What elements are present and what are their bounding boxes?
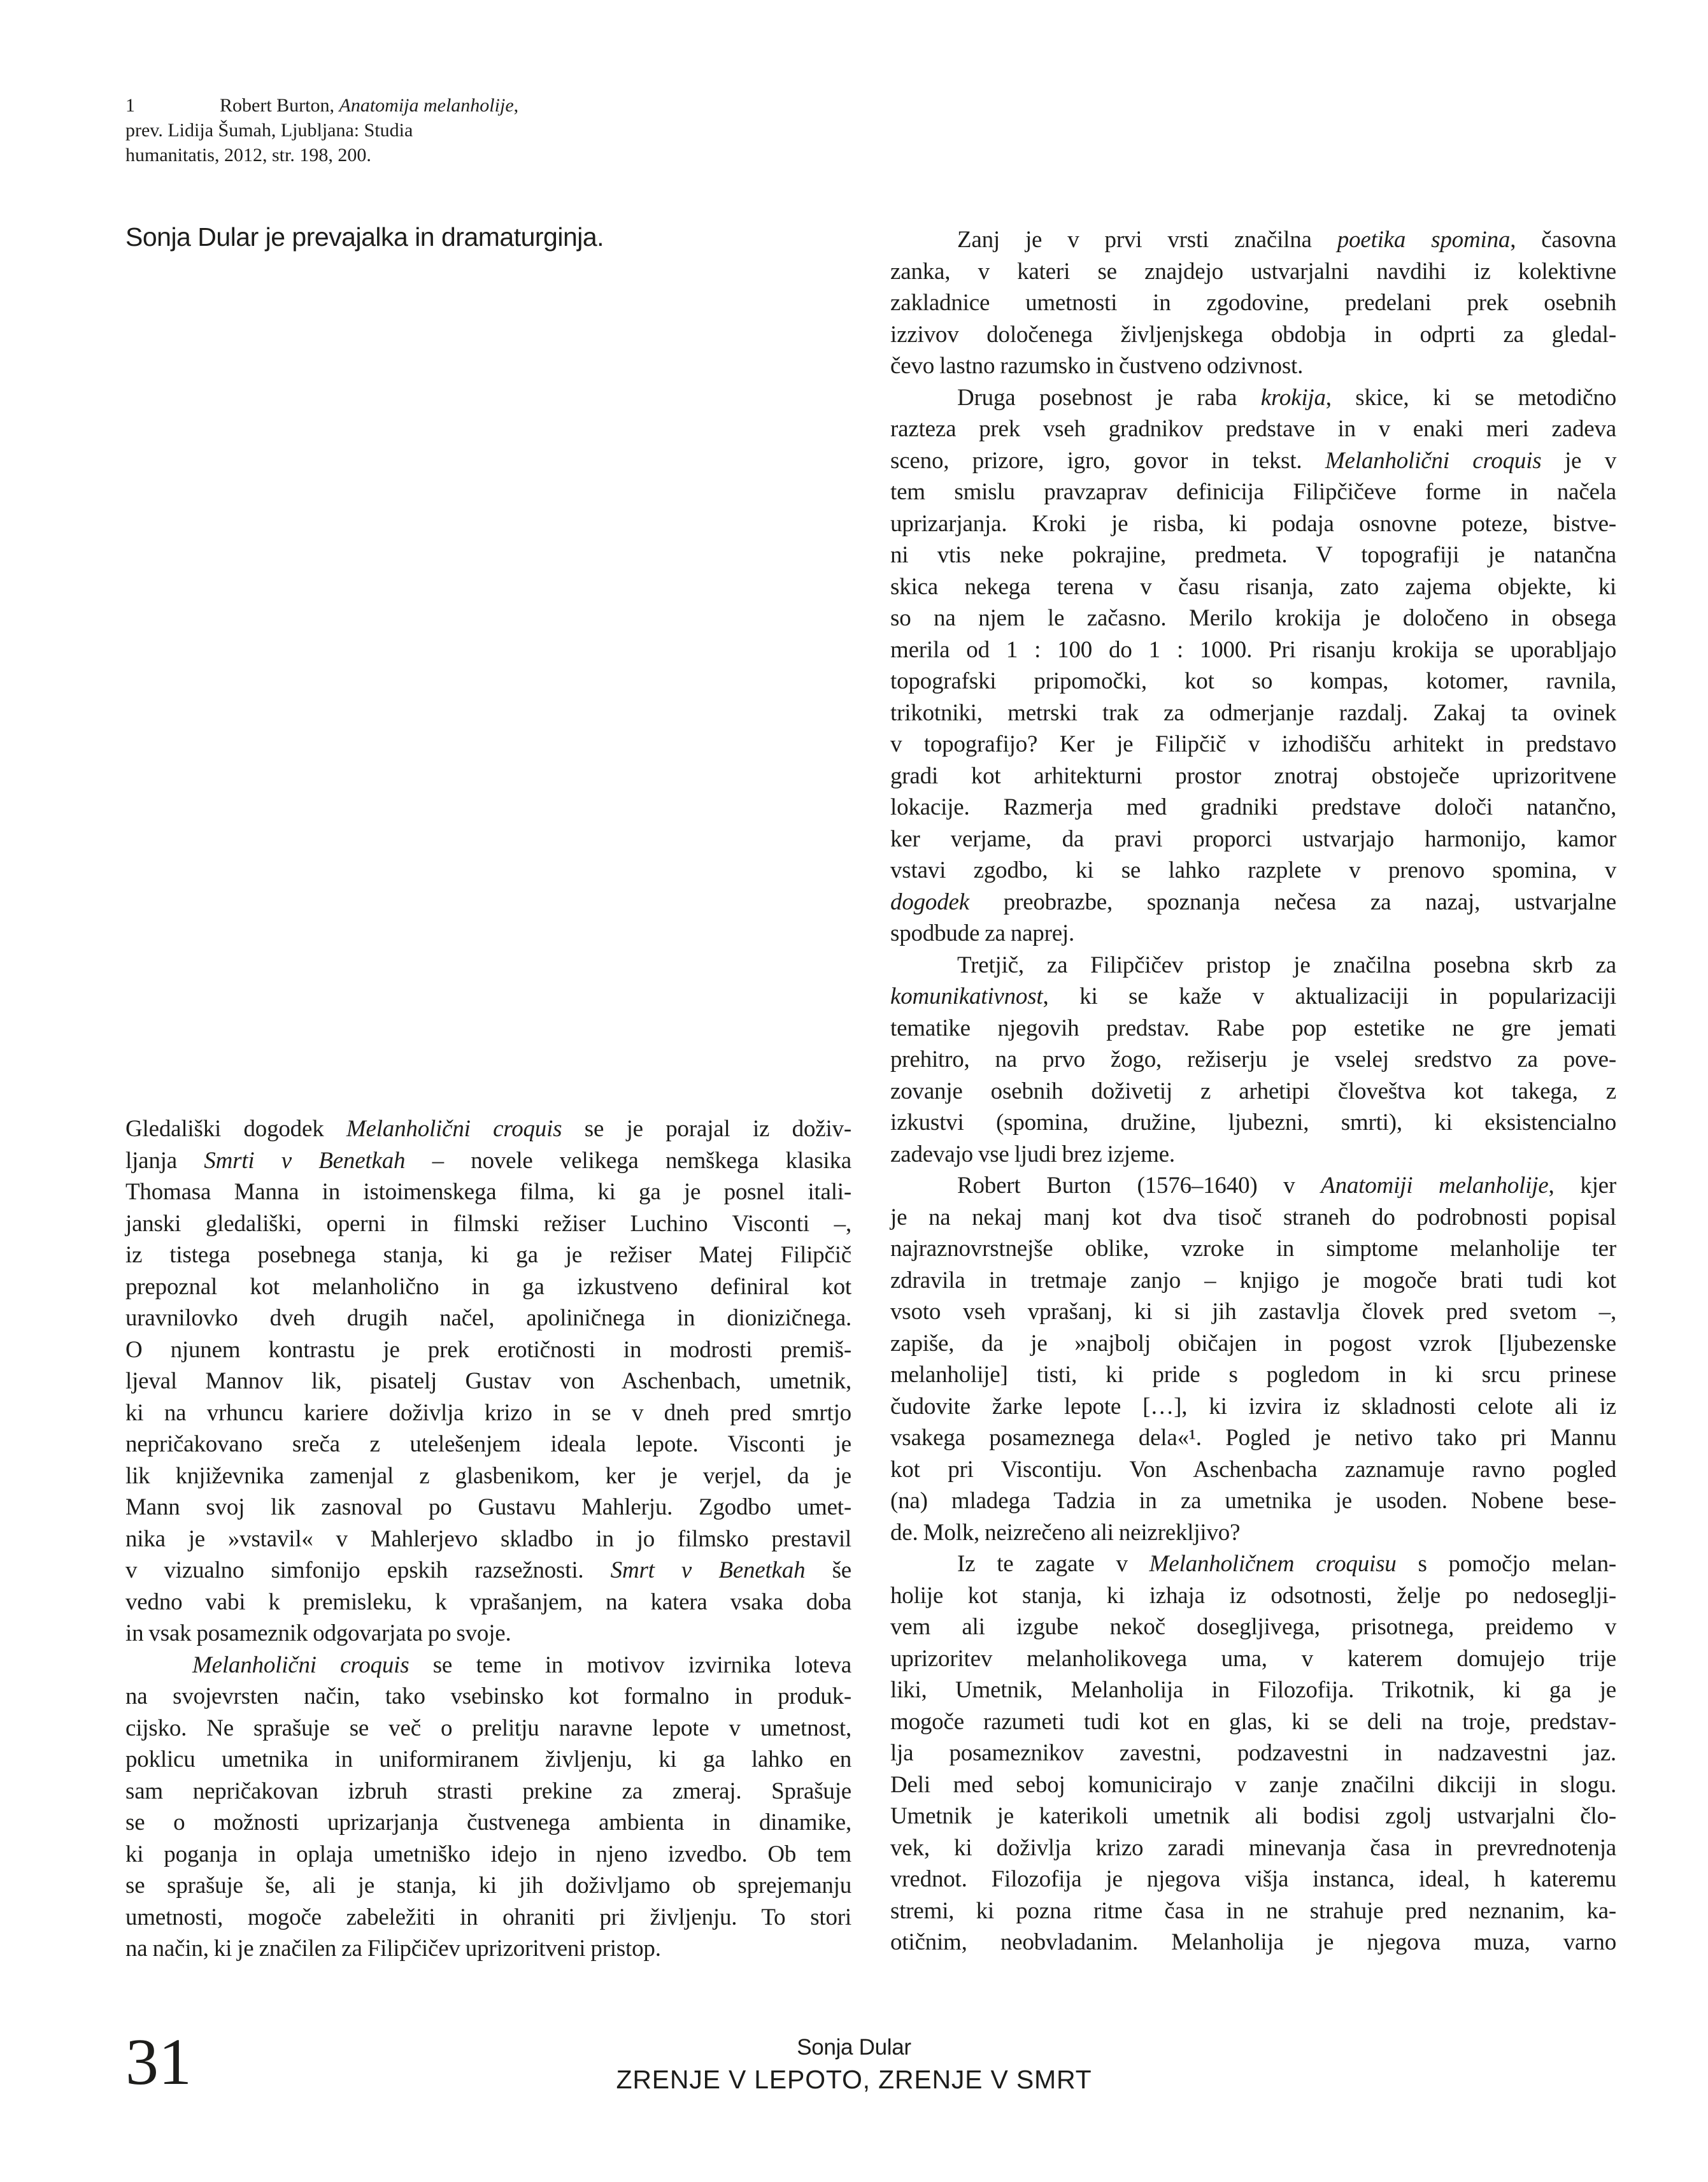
text-line: stremi, ki pozna ritme časa in ne strahuje pred neznanim, ka- — [890, 1897, 1616, 1924]
text-line: se o možnosti uprizarjanja čustvenega ambienta in dinamike, — [125, 1809, 851, 1836]
text-line: prepoznal kot melanholično in ga izkustveno definiral kot — [125, 1273, 851, 1300]
text-line: mogoče razumeti tudi kot en glas, ki se deli na troje, predstav- — [890, 1708, 1616, 1735]
text-line: in vsak posameznik odgovarjata po svoje. — [125, 1620, 511, 1646]
text-line: (na) mladega Tadzia in za umetnika je usoden. Nobene bese- — [890, 1488, 1616, 1514]
text-line: melanholije] tisti, ki pride s pogledom in ki srcu prinese — [890, 1362, 1616, 1388]
text-line: O njunem kontrastu je prek erotičnosti in modrosti premiš- — [125, 1336, 851, 1363]
text-line: zakladnice umetnosti in zgodovine, predelani prek osebnih — [890, 290, 1616, 316]
text-line: skica nekega terena v času risanja, zato zajema objekte, ki — [890, 573, 1616, 600]
text-line: Melanholični croquis se teme in motivov izvirnika loteva — [192, 1651, 851, 1678]
text-line: razteza prek vseh gradnikov predstave in v enaki meri zadeva — [890, 416, 1616, 442]
text-line: v vizualno simfonijo epskih razsežnosti. Smrt v Benetkah še — [125, 1557, 851, 1583]
text-line: čevo lastno razumsko in čustveno odzivnost. — [890, 353, 1304, 379]
text-line: Zanj je v prvi vrsti značilna poetika spomina, časovna — [957, 227, 1616, 253]
text-line: vrednot. Filozofija je njegova višja instanca, ideal, h kateremu — [890, 1866, 1616, 1892]
text-line: vedno vabi k premisleku, k vprašanjem, na katera vsaka doba — [125, 1588, 851, 1615]
text-line: janski gledališki, operni in filmski režiser Luchino Visconti –, — [125, 1210, 851, 1237]
text-line: de. Molk, neizrečeno ali neizrekljivo? — [890, 1519, 1241, 1546]
footnote-line: humanitatis, 2012, str. 198, 200. — [125, 145, 371, 166]
text-line: zapiše, da je »najbolj običajen in pogost vzrok [ljubezenske — [890, 1330, 1616, 1357]
text-line: holije kot stanja, ki izhaja iz odsotnosti, želje po nedoseglji- — [890, 1582, 1616, 1609]
text-line: poklicu umetnika in uniformiranem življenju, ki ga lahko en — [125, 1746, 851, 1772]
text-line: tematike njegovih predstav. Rabe pop estetike ne gre jemati — [890, 1015, 1616, 1041]
text-line: uravnilovko dveh drugih načel, apoliničnega in dionizičnega. — [125, 1305, 851, 1331]
text-line: nika je »vstavil« v Mahlerjevo skladbo in jo filmsko prestavil — [125, 1525, 851, 1552]
text-line: so na njem le začasno. Merilo krokija je določeno in obsega — [890, 605, 1616, 631]
text-line: vstavi zgodbo, ki se lahko razplete v prenovo spomina, v — [890, 857, 1616, 883]
text-line: ker verjame, da pravi proporci ustvarjajo harmonijo, kamor — [890, 825, 1616, 852]
text-line: umetnosti, mogoče zabeležiti in ohraniti pri življenju. To stori — [125, 1904, 851, 1930]
text-line: zadevajo vse ljudi brez izjeme. — [890, 1141, 1175, 1167]
text-line: gradi kot arhitekturni prostor znotraj obstoječe uprizoritvene — [890, 762, 1616, 789]
text-line: Mann svoj lik zasnoval po Gustavu Mahlerju. Zgodbo umet- — [125, 1494, 851, 1520]
text-line: vsakega posameznega dela«¹. Pogled je netivo tako pri Mannu — [890, 1425, 1616, 1451]
text-line: liki, Umetnik, Melanholija in Filozofija. Trikotnik, ki ga je — [890, 1677, 1616, 1703]
text-line: na svojevrsten način, tako vsebinsko kot formalno in produk- — [125, 1683, 851, 1709]
text-line: cijsko. Ne sprašuje se več o prelitju naravne lepote v umetnost, — [125, 1715, 851, 1741]
text-line: lokacije. Razmerja med gradniki predstave določi natančno, — [890, 794, 1616, 820]
text-line: prehitro, na prvo žogo, režiserju je vselej sredstvo za pove- — [890, 1046, 1616, 1073]
text-line: zanka, v kateri se znajdejo ustvarjalni navdihi iz kolektivne — [890, 258, 1616, 285]
text-line: je na nekaj manj kot dva tisoč straneh do podrobnosti popisal — [890, 1204, 1616, 1230]
text-line: tem smislu pravzaprav definicija Filipčičeve forme in načela — [890, 479, 1616, 505]
text-line: ni vtis neke pokrajine, predmeta. V topografiji je natančna — [890, 542, 1616, 568]
text-line: komunikativnost, ki se kaže v aktualizaciji in popularizaciji — [890, 983, 1616, 1009]
text-line: uprizoritev melanholikovega uma, v katerem domujejo trije — [890, 1645, 1616, 1672]
text-line: v topografijo? Ker je Filipčič v izhodišču arhitekt in predstavo — [890, 731, 1616, 757]
text-line: izkustvi (spomina, družine, ljubezni, smrti), ki eksistencialno — [890, 1109, 1616, 1136]
text-line: nepričakovano sreča z utelešenjem ideala lepote. Visconti je — [125, 1431, 851, 1457]
text-line: otičnim, neobvladanim. Melanholija je njegova muza, varno — [890, 1929, 1616, 1955]
text-line: lja posameznikov zavestni, podzavestni in nadzavestni jaz. — [890, 1740, 1616, 1766]
footnote-line: prev. Lidija Šumah, Ljubljana: Studia — [125, 120, 413, 141]
text-line: Druga posebnost je raba krokija, skice, ki se metodično — [957, 384, 1616, 411]
text-line: Tretjič, za Filipčičev pristop je značilna posebna skrb za — [957, 952, 1616, 978]
text-line: uprizarjanja. Kroki je risba, ki podaja osnovne poteze, bistve- — [890, 510, 1616, 537]
text-line: merila od 1 : 100 do 1 : 1000. Pri risanju krokija se uporabljajo — [890, 636, 1616, 663]
text-line: trikotniki, metrski trak za odmerjanje razdalj. Zakaj ta ovinek — [890, 699, 1616, 726]
article-column-right — [890, 224, 1616, 1958]
text-line: spodbude za naprej. — [890, 920, 1075, 946]
text-line: na način, ki je značilen za Filipčičev uprizoritveni pristop. — [125, 1936, 661, 1962]
footer-article-title: ZRENJE V LEPOTO, ZRENJE V SMRT — [616, 2065, 1092, 2094]
footnote-text: Robert Burton, Anatomija melanholije, — [220, 95, 519, 116]
text-line: čudovite žarke lepote […], ki izvira iz skladnosti celote ali iz — [890, 1393, 1616, 1420]
page-number: 31 — [125, 2025, 192, 2099]
article-column-left — [125, 1113, 851, 1965]
text-line: Robert Burton (1576–1640) v Anatomiji melanholije, kjer — [957, 1173, 1616, 1199]
text-line: zovanje osebnih doživetij z arhetipi človeštva kot takega, z — [890, 1078, 1616, 1104]
text-line: se sprašuje še, ali je stanja, ki jih doživljamo ob sprejemanju — [125, 1872, 851, 1899]
footnote-line — [125, 93, 546, 118]
text-line: ljanja Smrti v Benetkah – novele velikega nemškega klasika — [125, 1147, 851, 1174]
text-line: topografski pripomočki, kot so kompas, kotomer, ravnila, — [890, 668, 1616, 694]
text-line: najraznovrstnejše oblike, vzroke in simptome melanholije ter — [890, 1236, 1616, 1262]
text-line: ki na vrhuncu kariere doživlja krizo in se v dneh pred smrtjo — [125, 1399, 851, 1426]
text-line: Iz te zagate v Melanholičnem croquisu s pomočjo melan- — [957, 1551, 1616, 1577]
text-line: vek, ki doživlja krizo zaradi minevanja časa in prevrednotenja — [890, 1834, 1616, 1861]
text-line: zdravila in tretmaje zanjo – knjigo je mogoče brati tudi kot — [890, 1267, 1616, 1294]
footnote — [125, 93, 546, 168]
footer-author: Sonja Dular — [797, 2035, 911, 2060]
running-footer — [0, 2032, 1708, 2095]
text-line: ki poganja in oplaja umetniško idejo in njeno izvedbo. Ob tem — [125, 1841, 851, 1867]
text-line: Deli med seboj komunicirajo v zanje značilni dikciji in slogu. — [890, 1771, 1616, 1798]
text-line: sceno, prizore, igro, govor in tekst. Melanholični croquis je v — [890, 447, 1617, 474]
footnote-marker: 1 — [125, 95, 135, 116]
text-line: kot pri Viscontiju. Von Aschenbacha zaznamuje ravno pogled — [890, 1456, 1616, 1483]
text-line: sam nepričakovan izbruh strasti prekine za zmeraj. Sprašuje — [125, 1778, 851, 1804]
text-line: Thomasa Manna in istoimenskega filma, ki ga je posnel itali- — [125, 1179, 851, 1205]
text-line: vsoto vseh vprašanj, ki si jih zastavlja človek pred svetom –, — [890, 1299, 1616, 1325]
text-line: Umetnik je katerikoli umetnik ali bodisi zgolj ustvarjalni člo- — [890, 1803, 1616, 1829]
text-line: dogodek preobrazbe, spoznanja nečesa za nazaj, ustvarjalne — [890, 888, 1616, 915]
text-line: Gledališki dogodek Melanholični croquis se je porajal iz doživ- — [125, 1116, 851, 1142]
text-line: ljeval Mannov lik, pisatelj Gustav von Aschenbach, umetnik, — [125, 1368, 851, 1394]
text-line: izzivov določenega življenjskega obdobja in odprti za gledal- — [890, 321, 1616, 348]
text-line: vem ali izgube nekoč dosegljivega, prisotnega, preidemo v — [890, 1614, 1616, 1640]
text-line: iz tistega posebnega stanja, ki ga je režiser Matej Filipčič — [125, 1242, 851, 1268]
author-bio: Sonja Dular je prevajalka in dramaturginja. — [125, 222, 604, 252]
text-line: lik književnika zamenjal z glasbenikom, ker je verjel, da je — [125, 1462, 851, 1489]
